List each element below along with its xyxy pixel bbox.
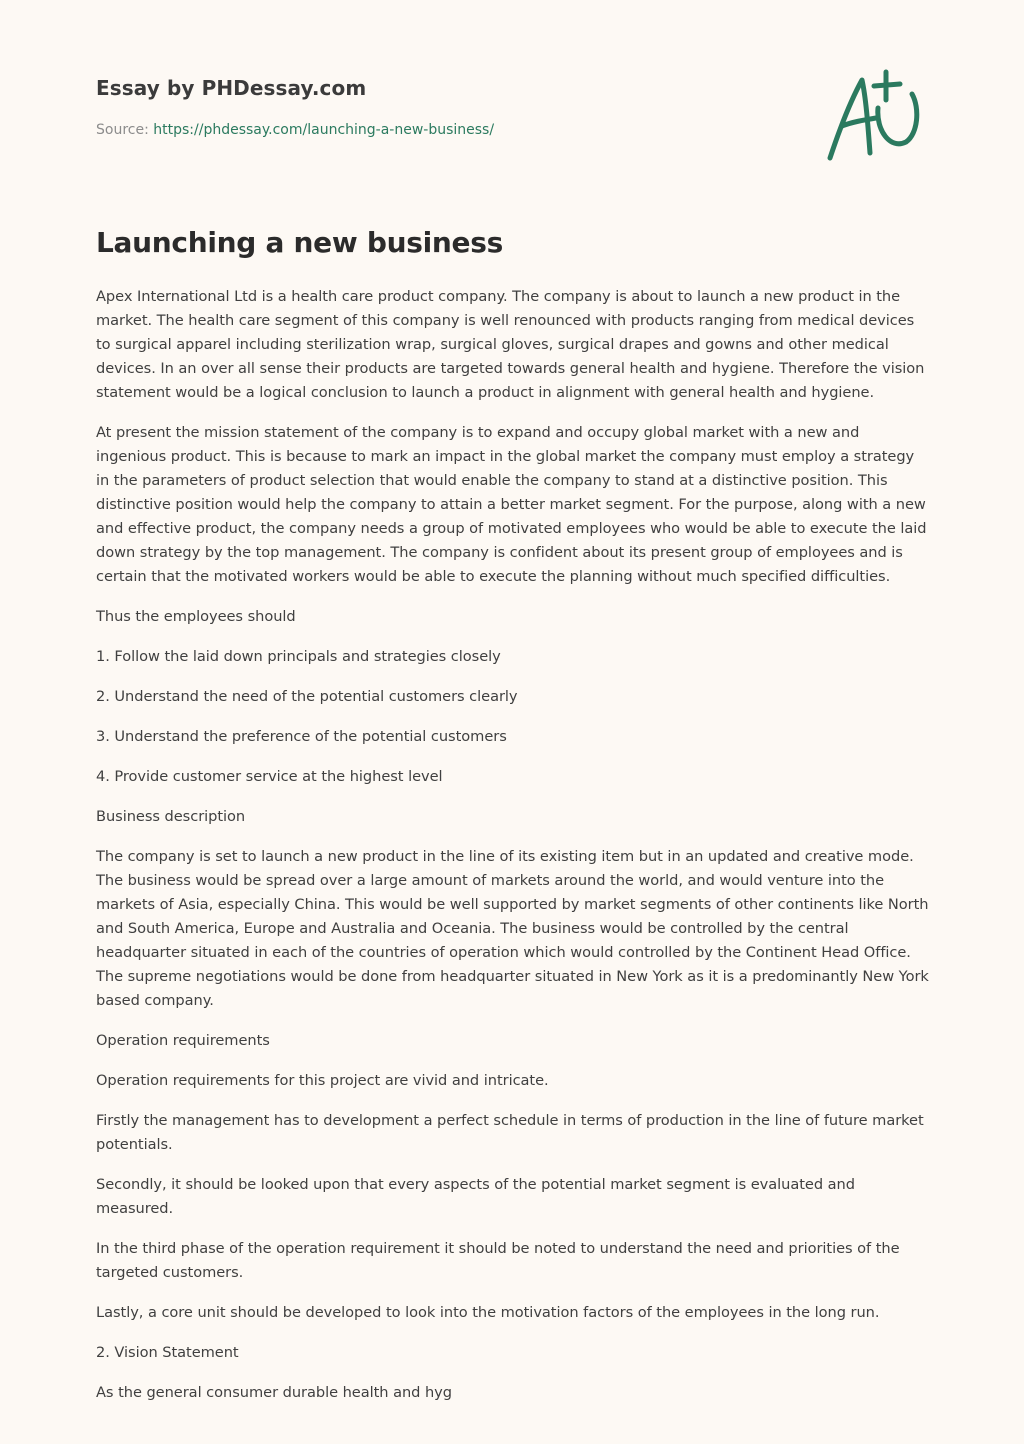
a-plus-logo-svg	[820, 68, 930, 168]
paragraph: 1. Follow the laid down principals and strategies closely	[96, 648, 501, 665]
paragraph: As the general consumer durable health and hyg	[96, 1384, 452, 1401]
paragraph: Secondly, it should be looked upon that every aspects of the potential market segment is evaluated and measured.	[96, 1176, 855, 1217]
paragraph: Firstly the management has to development a perfect schedule in terms of production in the line of future market potentials.	[96, 1112, 924, 1153]
article-body	[96, 285, 930, 1405]
paragraph: Business description	[96, 808, 246, 825]
paragraph: In the third phase of the operation requirement it should be noted to understand the need and priorities of the targeted customers.	[96, 1240, 900, 1281]
paragraph: 4. Provide customer service at the highest level	[96, 768, 443, 785]
paragraph: Operation requirements	[96, 1032, 270, 1049]
a-plus-logo-icon	[820, 68, 930, 168]
paragraph: 2. Understand the need of the potential customers clearly	[96, 688, 518, 705]
source-line	[96, 122, 796, 138]
article	[96, 226, 930, 1421]
paragraph: Apex International Ltd is a health care product company. The company is about to launch a new product in the market. The health care segment of this company is well renounced with products ranging from medical devices to surgical apparel including sterilization wrap, surgical gloves, surgical drapes and gowns and other medical devices. In an over all sense their products are targeted towards general health and hygiene. Therefore the vision statement would be a logical conclusion to launch a product in alignment with general health and hygiene.	[96, 288, 925, 401]
paragraph: The company is set to launch a new product in the line of its existing item but in an updated and creative mode. The business would be spread over a large amount of markets around the world, and would venture into the markets of Asia, especially China. This would be well supported by market segments of other continents like North and South America, Europe and Australia and Oceania. The business would be controlled by the central headquarter situated in each of the countries of operation which would controlled by the Continent Head Office. The supreme negotiations would be done from headquarter situated in New York as it is a predominantly New York based company.	[96, 848, 929, 1009]
page-header	[96, 76, 796, 138]
source-link[interactable]: https://phdessay.com/launching-a-new-business/	[153, 122, 495, 138]
paragraph: Operation requirements for this project are vivid and intricate.	[96, 1072, 549, 1089]
paragraph: 3. Understand the preference of the potential customers	[96, 728, 507, 745]
paragraph: At present the mission statement of the company is to expand and occupy global market with a new and ingenious product. This is because to mark an impact in the global market the company must employ a strategy in the parameters of product selection that would enable the company to stand at a distinctive position. This distinctive position would help the company to attain a better market segment. For the purpose, along with a new and effective product, the company needs a group of motivated employees who would be able to execute the laid down strategy by the top management. The company is confident about its present group of employees and is certain that the motivated workers would be able to execute the planning without much specified difficulties.	[96, 424, 927, 585]
paragraph: Lastly, a core unit should be developed to look into the motivation factors of the employees in the long run.	[96, 1304, 880, 1321]
site-brand: Essay by PHDessay.com	[96, 76, 367, 100]
source-label: Source:	[96, 122, 149, 138]
article-title: Launching a new business	[96, 226, 503, 259]
paragraph: 2. Vision Statement	[96, 1344, 239, 1361]
paragraph: Thus the employees should	[96, 608, 296, 625]
